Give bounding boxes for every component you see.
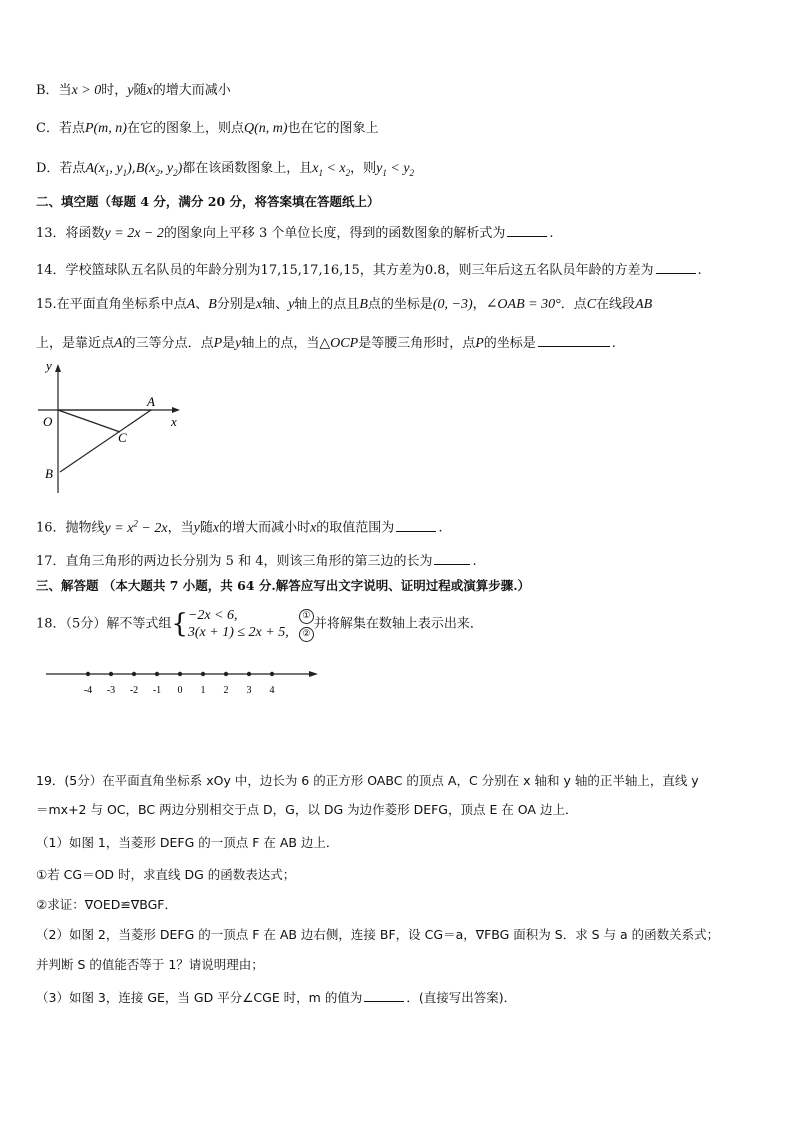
subscript: 1 bbox=[382, 167, 387, 178]
number-line-dot bbox=[247, 672, 251, 676]
question-19-part-2-cont: 并判断 S 的值能否等于 1？请说明理由； bbox=[36, 957, 264, 972]
question-17 bbox=[36, 551, 477, 571]
question-19-part-3 bbox=[36, 988, 516, 1007]
answer-blank[interactable] bbox=[538, 333, 610, 347]
text: B(x bbox=[135, 161, 156, 176]
text: < bbox=[322, 161, 340, 176]
section-3-heading: 三、解答题 （本大题共 7 小题，共 64 分.解答应写出文字说明、证明过程或演算步骤.） bbox=[36, 578, 531, 593]
var: x bbox=[212, 520, 220, 536]
inequality-2: 3(x + 1) ≤ 2x + 5, bbox=[187, 625, 289, 640]
question-15-line-1 bbox=[36, 296, 652, 314]
function-expr: y = 2x − 2 bbox=[104, 226, 164, 241]
text: ， bbox=[472, 297, 486, 312]
text: ) bbox=[127, 161, 132, 176]
question-14 bbox=[36, 260, 702, 280]
question-19-line-1: 19．(5分）在平面直角坐标系 xOy 中，边长为 6 的正方形 OABC 的顶点 A，C 分别在 x 轴和 y 轴的正半轴上，直线 y bbox=[36, 773, 699, 788]
inequality-1: −2x < 6, bbox=[187, 608, 238, 623]
text: . bbox=[472, 554, 477, 569]
x-axis-arrow bbox=[172, 407, 180, 413]
text: 的增大而减小时 bbox=[219, 520, 311, 536]
answer-blank[interactable] bbox=[364, 988, 404, 1002]
figure-15-diagram bbox=[36, 360, 186, 500]
number-line-label: 3 bbox=[246, 685, 252, 696]
var: y bbox=[288, 297, 295, 312]
question-16 bbox=[36, 514, 442, 538]
var: C bbox=[586, 297, 597, 312]
subscript: 2 bbox=[173, 167, 178, 178]
number-line-ticks bbox=[84, 672, 275, 696]
var: P bbox=[213, 336, 223, 351]
text: 是等腰三角形时，点 bbox=[358, 336, 476, 351]
coordinate: (0, −3) bbox=[432, 297, 473, 312]
number-line-dot bbox=[132, 672, 136, 676]
point-p: P(m, n) bbox=[84, 121, 127, 136]
var: A bbox=[186, 297, 196, 312]
text: 的取值范围为 bbox=[316, 520, 395, 536]
text: 的坐标是 bbox=[483, 336, 536, 351]
text: 上，是靠近点 bbox=[36, 336, 115, 351]
text: x bbox=[339, 161, 346, 176]
question-13 bbox=[36, 223, 554, 243]
point-q: Q(n, m) bbox=[243, 121, 288, 136]
point-b bbox=[136, 161, 182, 176]
question-19-part-1a: ①若 CG＝OD 时，求直线 DG 的函数表达式； bbox=[36, 867, 296, 882]
circled-one: ① bbox=[299, 609, 314, 624]
text: 随 bbox=[199, 520, 213, 536]
text: 的图象向上平移 3 个单位长度，得到的函数图象的解析式为 bbox=[163, 226, 506, 241]
text: 是 bbox=[222, 336, 236, 351]
brace: { bbox=[171, 609, 188, 639]
number-line-dot bbox=[178, 672, 182, 676]
number-line-dot bbox=[155, 672, 159, 676]
option-d-label: D．若点 bbox=[36, 161, 86, 176]
answer-blank[interactable] bbox=[656, 260, 696, 274]
number-line-label: -2 bbox=[129, 685, 139, 696]
inequality-system bbox=[188, 607, 289, 641]
text: 13．将函数 bbox=[36, 226, 105, 241]
var: y bbox=[235, 336, 242, 351]
subscript: 1 bbox=[318, 167, 323, 178]
text: y bbox=[403, 161, 410, 176]
option-d bbox=[36, 160, 414, 182]
question-19-line-2: ＝mx+2 与 OC，BC 两边分别相交于点 D，G，以 DG 为边作菱形 DEFG，顶点 E 在 OA 边上． bbox=[36, 802, 578, 817]
circled-labels bbox=[299, 606, 314, 642]
text: 17．直角三角形的两边长分别为 5 和 4，则该三角形的第三边的长为 bbox=[36, 554, 433, 569]
text: ，则 bbox=[350, 161, 377, 176]
text: 也在它的图象上 bbox=[287, 121, 379, 136]
text: 分别是 bbox=[216, 297, 256, 312]
number-line-label: -4 bbox=[83, 685, 93, 696]
label-x: x bbox=[171, 414, 177, 429]
text: , y bbox=[109, 161, 123, 176]
var: x bbox=[310, 520, 317, 536]
label-c: C bbox=[118, 430, 127, 445]
text: 并将解集在数轴上表示出来． bbox=[313, 616, 483, 632]
text: . bbox=[697, 263, 702, 278]
text: x bbox=[312, 161, 319, 176]
text: . bbox=[611, 336, 616, 351]
label-a: A bbox=[147, 394, 155, 409]
question-19-part-2: （2）如图 2，当菱形 DEFG 的一顶点 F 在 AB 边右侧，连接 BF，设 CG＝a，∇FBG 面积为 S．求 S 与 a 的函数关系式； bbox=[36, 927, 720, 942]
number-line-label: 4 bbox=[269, 685, 275, 696]
number-line-label: -3 bbox=[106, 685, 116, 696]
question-18 bbox=[36, 606, 483, 643]
label-o: O bbox=[43, 414, 53, 429]
text: 16．抛物线 bbox=[36, 520, 105, 536]
number-line-dot bbox=[270, 672, 274, 676]
triangle: △OCP bbox=[319, 336, 359, 351]
text: 的三等分点．点 bbox=[122, 336, 214, 351]
angle: ∠OAB = 30° bbox=[485, 297, 561, 312]
option-c bbox=[36, 120, 379, 138]
text: 点的坐标是 bbox=[367, 297, 433, 312]
text: , y bbox=[159, 161, 174, 176]
text: 14．学校篮球队五名队员的年龄分别为 bbox=[36, 263, 261, 278]
subscript: 1 bbox=[104, 167, 110, 178]
segment-oc bbox=[58, 410, 120, 432]
subscript: 2 bbox=[155, 167, 160, 178]
text: ．(直接写出答案)． bbox=[406, 990, 517, 1005]
number-line bbox=[44, 664, 324, 700]
text: 时， bbox=[101, 83, 128, 98]
option-b-label: B．当 bbox=[36, 83, 72, 98]
condition-y bbox=[376, 161, 414, 176]
number-line-dot bbox=[109, 672, 113, 676]
text: ，当 bbox=[167, 520, 194, 536]
var-x: x bbox=[71, 83, 78, 98]
section-2-heading: 二、填空题（每题 4 分，满分 20 分，将答案填在答题纸上） bbox=[36, 194, 380, 209]
answer-blank[interactable] bbox=[434, 551, 470, 565]
label-b: B bbox=[45, 466, 53, 481]
number-line-dot bbox=[86, 672, 90, 676]
text: y bbox=[376, 161, 383, 176]
answer-blank[interactable] bbox=[396, 518, 436, 532]
var: y bbox=[193, 520, 200, 536]
var: P bbox=[475, 336, 484, 351]
number-line-arrow bbox=[309, 671, 318, 677]
number-line-dot bbox=[201, 672, 205, 676]
y-axis-arrow bbox=[55, 364, 61, 372]
number-line-label: 2 bbox=[223, 685, 229, 696]
var-x: x bbox=[146, 83, 153, 98]
segment-ab bbox=[60, 410, 151, 472]
number-line-label: -1 bbox=[152, 685, 162, 696]
var: x bbox=[255, 297, 263, 312]
var: B bbox=[208, 297, 217, 312]
question-15-line-2 bbox=[36, 333, 616, 353]
text: 轴上的点且 bbox=[294, 297, 360, 312]
question-19-part-1b: ②求证：∇OED≌∇BGF． bbox=[36, 897, 177, 912]
text: A(x bbox=[85, 161, 105, 176]
condition-x bbox=[312, 161, 350, 176]
subscript: 2 bbox=[409, 167, 415, 178]
text: < bbox=[386, 161, 404, 176]
var: A bbox=[114, 336, 123, 351]
option-b bbox=[36, 82, 231, 100]
text: （3）如图 3，连接 GE，当 GD 平分∠CGE 时，m 的值为 bbox=[36, 990, 363, 1005]
superscript: 2 bbox=[133, 518, 138, 528]
text: ．点 bbox=[560, 297, 587, 312]
text: 的增大而减小 bbox=[152, 83, 231, 98]
text: 轴上的点，当 bbox=[241, 336, 320, 351]
condition: > 0 bbox=[77, 83, 102, 98]
text: 在它的图象上，则点 bbox=[126, 121, 244, 136]
var-y: y bbox=[127, 83, 134, 98]
text: , bbox=[131, 161, 136, 176]
text: . bbox=[438, 520, 443, 536]
text: 、 bbox=[195, 297, 209, 312]
subscript: 2 bbox=[345, 167, 351, 178]
point-a bbox=[85, 161, 131, 176]
circled-two: ② bbox=[299, 627, 314, 642]
text: 在线段 bbox=[596, 297, 636, 312]
text: 轴、 bbox=[262, 297, 289, 312]
answer-blank[interactable] bbox=[507, 223, 547, 237]
text: 都在该函数图象上，且 bbox=[182, 161, 313, 176]
number-line-dot bbox=[224, 672, 228, 676]
text: 18．（5分）解不等式组 bbox=[36, 616, 172, 632]
question-19-part-1: （1）如图 1，当菱形 DEFG 的一顶点 F 在 AB 边上． bbox=[36, 835, 339, 850]
subscript: 1 bbox=[122, 167, 128, 178]
parabola-expr bbox=[104, 518, 168, 536]
text: 随 bbox=[133, 83, 147, 98]
text: ) bbox=[177, 161, 183, 176]
number-line-label: 0 bbox=[177, 685, 183, 696]
option-c-label: C．若点 bbox=[36, 121, 85, 136]
text: ，其方差为 bbox=[359, 263, 425, 278]
text: 15.在平面直角坐标系中点 bbox=[36, 297, 187, 312]
var: AB bbox=[635, 297, 653, 312]
text: ，则三年后这五名队员年龄的方差为 bbox=[445, 263, 654, 278]
variance-value: 0.8 bbox=[424, 263, 446, 278]
text: . bbox=[549, 226, 554, 241]
text: − 2x bbox=[137, 520, 168, 536]
text: y = x bbox=[104, 520, 134, 536]
label-y: y bbox=[46, 360, 52, 373]
number-line-label: 1 bbox=[200, 685, 206, 696]
var: B bbox=[359, 297, 368, 312]
ages-list: 17,15,17,16,15 bbox=[260, 263, 360, 278]
